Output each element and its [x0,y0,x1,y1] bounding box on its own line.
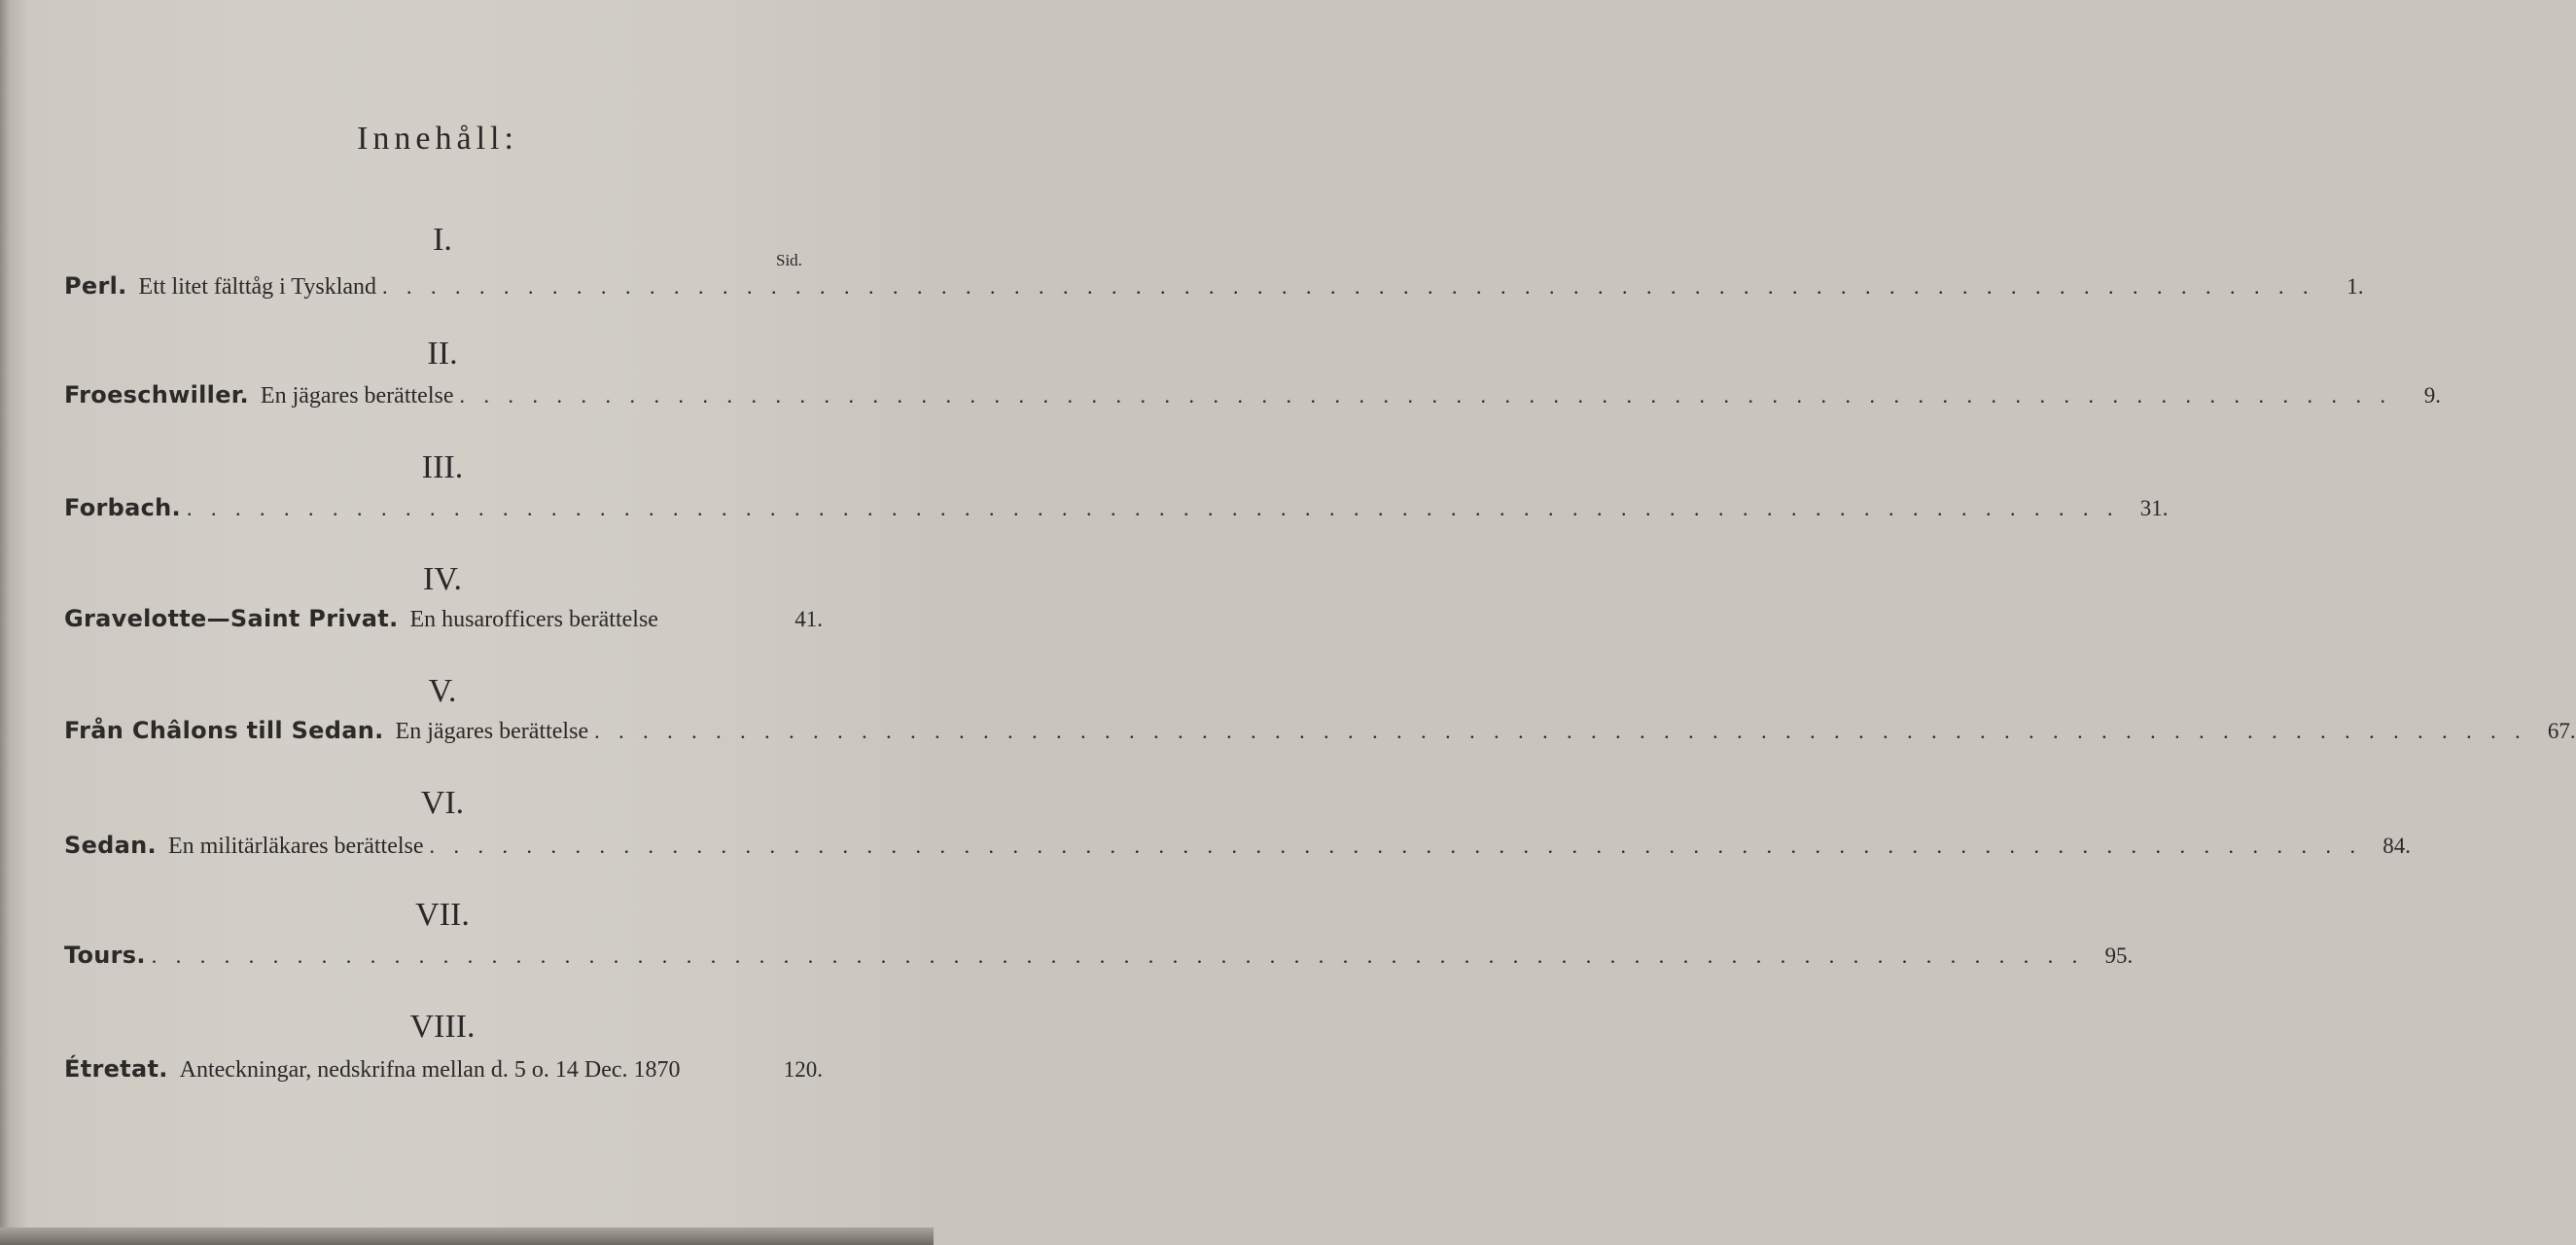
toc-entry [64,717,2576,745]
section-numeral: V. [428,673,457,709]
entry-page-number: 84. [2382,834,2411,858]
entry-title: Froeschwiller. [64,381,249,409]
dot-leader: . . . . . . . . . . . . . . . . . . . . . . . . . . . . . . . . . . . . . . . . . . . . . . . . . . . . . . . . . . . . . . . . . . . . . . . . . . . . . . . . [459,383,2392,408]
section-numeral: III. [421,449,464,485]
section-numeral: I. [433,222,452,258]
entry-subtitle: Ett litet fälttåg i Tyskland [138,274,377,300]
dot-leader: . . . . . . . . . . . . . . . . . . . . . . . . . . . . . . . . . . . . . . . . . . . . . . . . . . . . . . . . . . . . . . . . . . . . . . . . . . . . . . . . [429,834,2362,858]
entry-subtitle: En militärläkares berättelse [167,834,424,859]
toc-entry [64,494,2169,521]
section-numeral: VI. [420,785,465,821]
dot-leader: . . . . . . . . . . . . . . . . . . . . . . . . . . . . . . . . . . . . . . . . . . . . . . . . . . . . . . . . . . . . . . . . . . . . . . . . . . . . . . . . [594,719,2527,743]
entry-page-number: 120. [783,1057,823,1082]
entry-page-number: 95. [2104,943,2134,968]
entry-title: Gravelotte—Saint Privat. [64,605,399,632]
page-edge [0,1227,934,1245]
entry-title: Tours. [64,942,146,969]
page-column-label: Sid. [776,251,802,269]
dot-leader: . . . . . . . . . . . . . . . . . . . . . . . . . . . . . . . . . . . . . . . . . . . . . . . . . . . . . . . . . . . . . . . . . . . . . . . . . . . . . . . . [382,274,2315,299]
entry-subtitle: En jägares berättelse [260,383,454,409]
entry-title: Perl. [64,272,127,300]
section-numeral: II. [427,336,458,372]
toc-entry [64,832,2411,860]
entry-page-number: 67. [2547,719,2576,743]
dot-leader: . . . . . . . . . . . . . . . . . . . . . . . . . . . . . . . . . . . . . . . . . . . . . . . . . . . . . . . . . . . . . . . . . . . . . . . . . . . . . . . . [186,496,2120,520]
page-title: Innehåll: [357,121,518,157]
section-numeral: VIII. [409,1009,476,1045]
entry-page-number: 1. [2347,274,2364,299]
toc-entry [64,605,823,633]
section-numeral: IV. [423,561,462,597]
toc-entry [64,942,2134,969]
dot-leader: . . . . . . . . . . . . . . . . . . . . . . . . . . . . . . . . . . . . . . . . . . . . . . . . . . . . . . . . . . . . . . . . . . . . . . . . . . . . . . . . [151,943,2085,968]
section-numeral: VII. [415,897,470,933]
entry-title: Sedan. [64,832,157,859]
toc-entry [64,272,2364,301]
entry-title: Forbach. [64,494,181,521]
entry-page-number: 31. [2139,496,2169,520]
entry-subtitle: En jägares berättelse [395,719,589,744]
entry-page-number: 9. [2423,383,2441,408]
entry-title: Från Châlons till Sedan. [64,717,384,744]
toc-entry [64,381,2441,409]
toc-entry [64,1055,823,1084]
entry-subtitle: En husarofficers berättelse [409,607,658,632]
entry-page-number: 41. [794,607,823,631]
entry-subtitle: Anteckningar, nedskrifna mellan d. 5 o. 14 Dec. 1870 [179,1057,681,1083]
entry-title: Étretat. [64,1055,168,1083]
